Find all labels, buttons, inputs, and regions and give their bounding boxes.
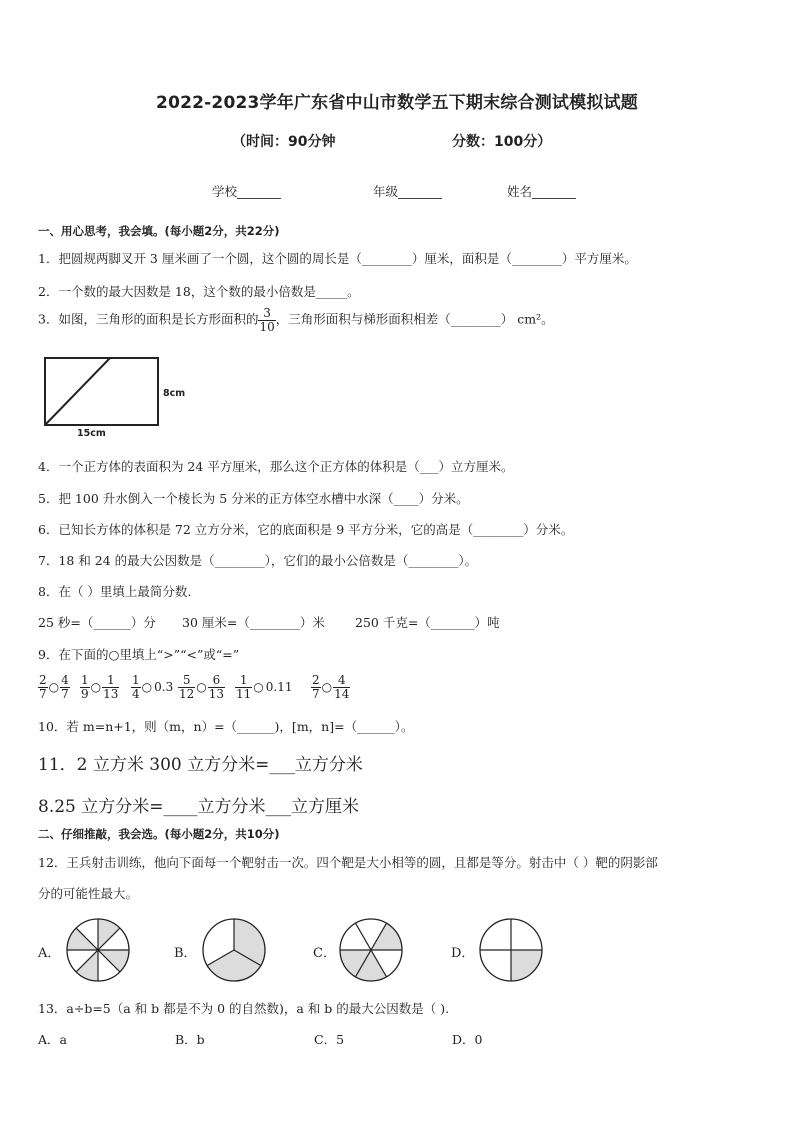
comparison-item: $\frac{5}{12}$ ○ $\frac{6}{13}$ [179, 673, 225, 701]
question-8-item: 25 秒=（______）分 [38, 615, 156, 630]
page-title: 2022-2023学年广东省中山市数学五下期末综合测试模拟试题 [156, 93, 638, 113]
question-11: 11．2 立方米 300 立方分米=___立方分米 [38, 755, 363, 775]
option-a-label: A． [38, 946, 61, 961]
target-c-icon [338, 917, 404, 983]
name-field: 姓名_______ [507, 184, 576, 199]
question-8-item: 250 千克=（_______）吨 [355, 615, 500, 630]
question-3-text-before: 3．如图，三角形的面积是长方形面积的 [38, 311, 259, 327]
question-12-line-2: 分的可能性最大。 [38, 886, 139, 901]
question-8-item: 30 厘米=（________）米 [182, 615, 325, 630]
grade-field: 年级_______ [373, 184, 442, 199]
school-field: 学校_______ [212, 184, 281, 199]
width-label: 15cm [77, 428, 106, 439]
option-c-label: C． [313, 946, 336, 961]
option-b: B．b [175, 1032, 205, 1047]
rectangle-figure [44, 357, 204, 442]
comparison-item: $\frac{2}{7}$ ○ $\frac{4}{7}$ [39, 673, 69, 701]
question-2: 2．一个数的最大因数是 18，这个数的最小倍数是_____。 [38, 284, 360, 299]
option-b-label: B． [174, 946, 197, 961]
target-d-icon [478, 917, 544, 983]
comparison-item: $\frac{1}{9}$ ○ $\frac{1}{13}$ [81, 673, 119, 701]
question-13: 13．a÷b=5（a 和 b 都是不为 0 的自然数)，a 和 b 的最大公因数是（ ). [38, 1001, 450, 1016]
question-10: 10．若 m=n+1，则（m，n）=（______)，[m，n]=（______）。 [38, 719, 414, 734]
question-5: 5．把 100 升水倒入一个棱长为 5 分米的正方体空水槽中水深（____）分米。 [38, 491, 469, 506]
option-c: C．5 [314, 1032, 345, 1047]
exam-time: （时间：90分钟 [232, 134, 336, 150]
section-2-heading: 二、仔细推敲，我会选。(每小题2分，共10分) [38, 827, 280, 841]
question-3 [38, 307, 554, 333]
height-label: 8cm [163, 388, 186, 399]
fraction: $\frac{3}{10}$ [259, 306, 275, 334]
comparison-item: $\frac{1}{11}$ ○ 0.11 [236, 673, 293, 701]
question-6: 6．已知长方体的体积是 72 立方分米，它的底面积是 9 平方分米，它的高是（________）分米。 [38, 522, 574, 537]
comparison-item: $\frac{1}{4}$ ○ 0.3 [132, 673, 174, 701]
target-a-icon [65, 917, 131, 983]
question-1: 1．把圆规两脚叉开 3 厘米画了一个圆，这个圆的周长是（________）厘米，面积是（________）平方厘米。 [38, 251, 637, 266]
option-d-label: D． [451, 946, 475, 961]
exam-score: 分数：100分） [452, 134, 552, 150]
question-12: 12．王兵射击训练，他向下面每一个靶射击一次。四个靶是大小相等的圆，且都是等分。射击中（ ）靶的阴影部 [38, 855, 658, 870]
target-b-icon [201, 917, 267, 983]
question-7: 7．18 和 24 的最大公因数是（________），它们的最小公倍数是（________）。 [38, 553, 478, 568]
question-11-line-2: 8.25 立方分米=____立方分米___立方厘米 [38, 797, 359, 817]
comparison-item: $\frac{2}{7}$ ○ $\frac{4}{14}$ [312, 673, 350, 701]
option-d: D．0 [452, 1032, 483, 1047]
question-4: 4．一个正方体的表面积为 24 平方厘米，那么这个正方体的体积是（___）立方厘米。 [38, 459, 514, 474]
section-1-heading: 一、用心思考，我会填。(每小题2分，共22分) [38, 224, 280, 238]
option-a: A．a [38, 1032, 67, 1047]
question-3-text-after: ，三角形面积与梯形面积相差（________） cm²。 [275, 311, 554, 327]
question-9: 9．在下面的○里填上“>”“<”或“=” [38, 647, 240, 662]
question-8: 8．在（ ）里填上最简分数. [38, 584, 192, 599]
